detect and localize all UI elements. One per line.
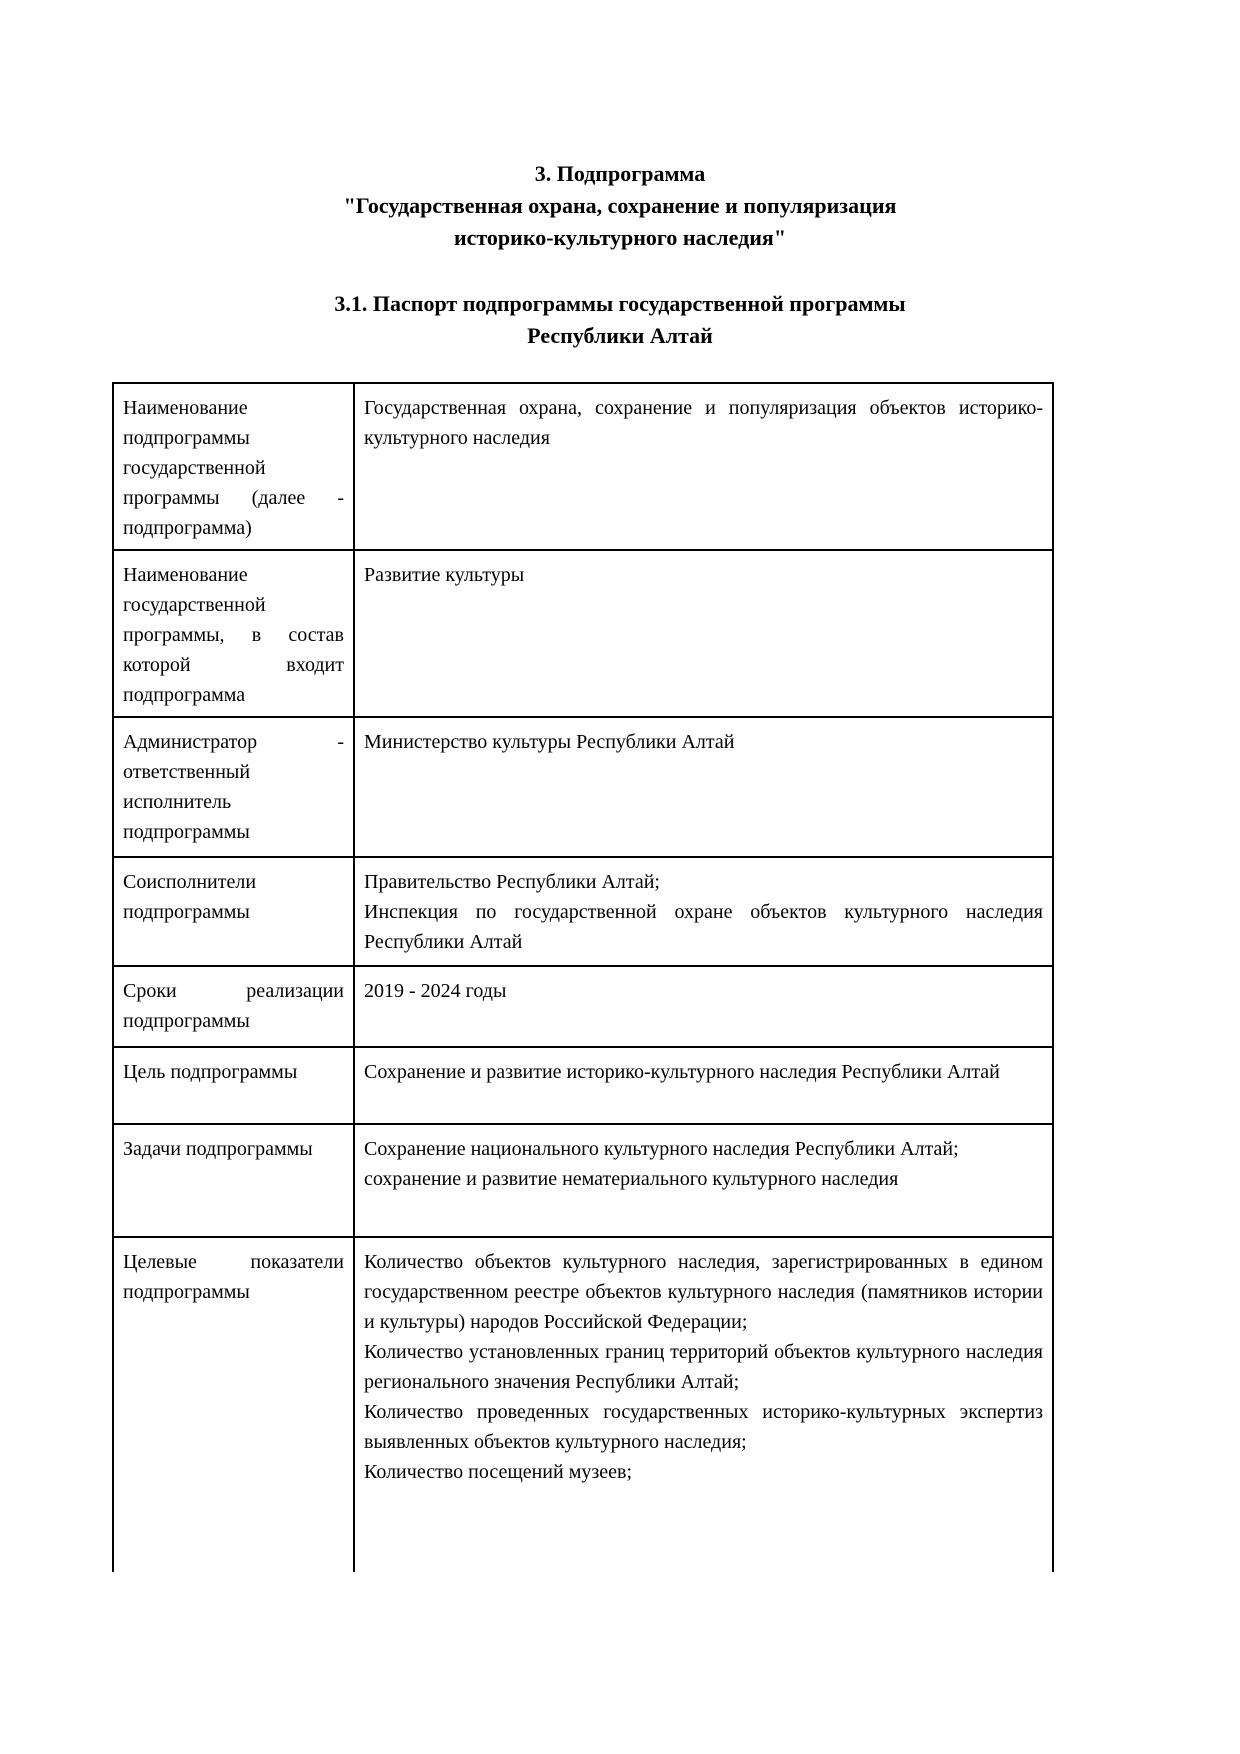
row-value-paragraph: Инспекция по государственной охране объектов культурного наследия Республики Алтай <box>364 901 1043 953</box>
table-row <box>113 1047 1053 1124</box>
table-row <box>113 857 1053 966</box>
row-value-paragraph: Сохранение национального культурного наследия Республики Алтай; <box>364 1138 959 1160</box>
document-subtitle <box>150 288 1090 352</box>
row-value-paragraph: Количество посещений музеев; <box>364 1461 633 1483</box>
row-value-paragraph: сохранение и развитие нематериального культурного наследия <box>364 1168 899 1190</box>
row-value <box>354 717 1053 857</box>
passport-table <box>112 382 1054 1572</box>
row-value <box>354 1124 1053 1237</box>
title-line: 3. Подпрограмма <box>534 161 706 186</box>
table-row <box>113 966 1053 1047</box>
row-label <box>113 383 354 550</box>
row-label <box>113 1047 354 1124</box>
row-label-text: Администратор - ответственный исполнитель подпрограммы <box>123 731 344 843</box>
row-value-paragraph: Развитие культуры <box>364 564 525 586</box>
row-label-text: Наименование государственной программы, в состав которой входит подпрограмма <box>123 564 344 706</box>
row-label-text: Задачи подпрограммы <box>123 1138 313 1160</box>
table-row <box>113 717 1053 857</box>
row-label-text: Соисполнители подпрограммы <box>123 871 257 923</box>
row-value <box>354 550 1053 717</box>
table-row <box>113 1124 1053 1237</box>
row-value <box>354 857 1053 966</box>
document-title <box>150 158 1090 254</box>
row-value-paragraph: Сохранение и развитие историко-культурного наследия Республики Алтай <box>364 1061 1000 1083</box>
row-label <box>113 1124 354 1237</box>
row-value-paragraph: Государственная охрана, сохранение и популяризация объектов историко-культурного наследия <box>364 397 1043 449</box>
row-label <box>113 550 354 717</box>
subtitle-line: 3.1. Паспорт подпрограммы государственной программы <box>334 291 906 316</box>
row-label-text: Цель подпрограммы <box>123 1061 298 1083</box>
row-value <box>354 966 1053 1047</box>
row-label <box>113 857 354 966</box>
row-value-paragraph: Количество установленных границ территорий объектов культурного наследия регионального значения Республики Алтай; <box>364 1341 1043 1393</box>
table-row <box>113 550 1053 717</box>
row-label <box>113 966 354 1047</box>
row-label-text: Целевые показатели подпрограммы <box>123 1251 344 1303</box>
row-value-paragraph: Количество проведенных государственных историко-культурных экспертиз выявленных объектов культурного наследия; <box>364 1401 1043 1453</box>
row-value <box>354 1237 1053 1572</box>
title-line: "Государственная охрана, сохранение и популяризация <box>343 193 897 218</box>
row-value <box>354 1047 1053 1124</box>
row-value-paragraph: Количество объектов культурного наследия, зарегистрированных в едином государственном реестре объектов культурного наследия (памятников истории и культуры) народов Российской Федерации; <box>364 1251 1043 1333</box>
row-label-text: Наименование подпрограммы государственной программы (далее - подпрограмма) <box>123 397 344 539</box>
row-value-paragraph: Министерство культуры Республики Алтай <box>364 731 735 753</box>
row-label-text: Сроки реализации подпрограммы <box>123 980 344 1032</box>
subtitle-line: Республики Алтай <box>527 323 713 348</box>
table-row <box>113 383 1053 550</box>
row-label <box>113 717 354 857</box>
row-value <box>354 383 1053 550</box>
row-value-paragraph: Правительство Республики Алтай; <box>364 871 660 893</box>
row-label <box>113 1237 354 1572</box>
title-line: историко-культурного наследия" <box>453 225 787 250</box>
row-value-paragraph: 2019 - 2024 годы <box>364 980 507 1002</box>
table-row <box>113 1237 1053 1572</box>
